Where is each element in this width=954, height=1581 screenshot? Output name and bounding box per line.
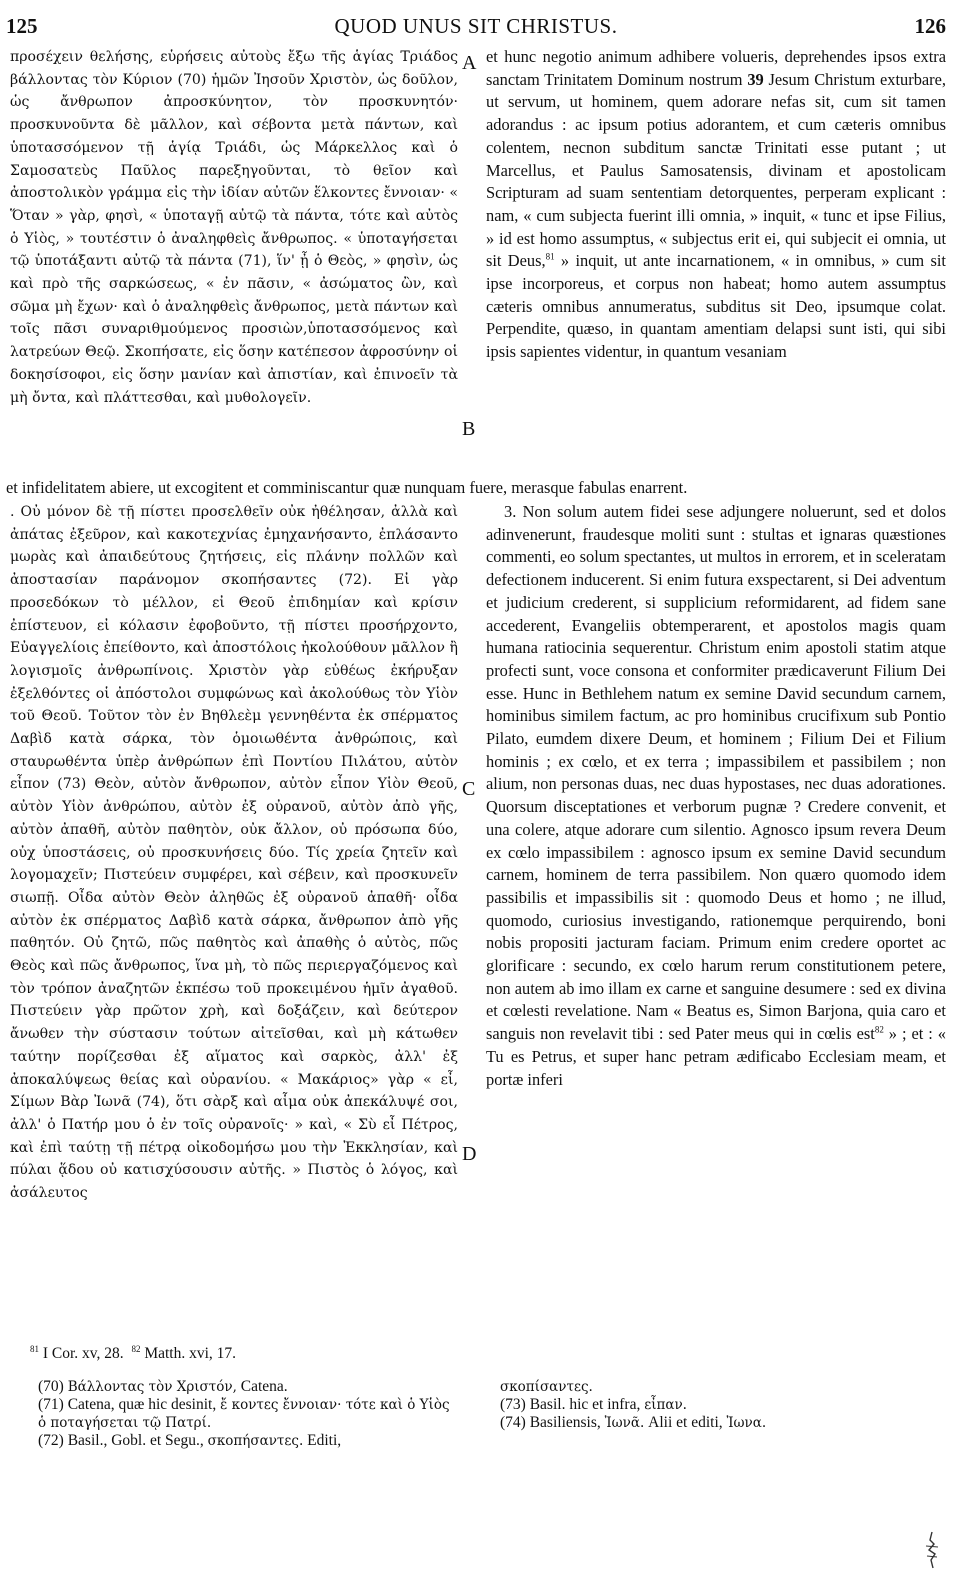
- footnote-text: Basil. hic et infra,: [525, 1396, 645, 1413]
- footnote-greek: σκοπήσαντες.: [207, 1433, 304, 1449]
- footnote-text: Editi,: [303, 1432, 342, 1449]
- column-number: 39: [747, 69, 764, 89]
- footnote-number: (74): [500, 1414, 526, 1431]
- footnote-greek: εἶπαν.: [644, 1397, 687, 1413]
- scripture-references: [30, 1345, 236, 1363]
- latin-top-part-3: » inquit, ut ante incarnationem, « in omnibus, » cum sit ipse incorporeus, et corpus non habeat; homo autem assumptus cæteris omnibus annumeratus, subditus sit Deo, ipsumque colat. Perpendite, quæso, in quantam amentiam delapsi sunt isti, qui sibi ipsis sapientes videntur, in quantum vesaniam: [486, 251, 946, 362]
- footnote-72-continued: [500, 1378, 930, 1396]
- margin-marker-d: D: [462, 1143, 477, 1165]
- latin-column-top: [486, 46, 946, 364]
- footnote-text: Catena.: [236, 1378, 288, 1395]
- latin-bottom-part-1: 3. Non solum autem fidei sese adjungere noluerunt, sed et dolos adinvenerunt, fraudesque moliti sunt : stultas et ignaras quæstiones commenti, eo solum spectantes, ut multos in errorem, et in sceleratam defectionem inducerent. Si enim futura exspectarent, si Dei adventum et judicium crederent, si supplicium reformidarent, ad fidem sane accederent, Evangeliis obtemperarent, et apostolos magis quam humana ratiocinia sequerentur. Christum enim apostoli statim atque profecti sunt, voce consona et conformiter prædicaverunt Filium Dei esse. Hunc in Bethlehem natum ex semine David secundum carnem, hominibus similem factum, ac pro hominibus crucifixum sub Pontio Pilato, eumdem dixere Deum, et hominem ; Filium Dei et Filium hominis ; ex cœlo, et ex terra ; impassibilem et passibilem ; non alium, non personas duas, nec duas hypostases, nec duas adorationes. Quorsum disceptationes et verborum pugnæ ? Credere convenit, et una colere, atque adorare cum silentio. Agnosco ipsum revera Deum ex cœlo impassibilem : agnosco ipsum ex semine David secundum carnem, hominem de terra passibilem. Non quæro quomodo idem passibilis et impassibilis sit : quomodo Deus et homo ; ne illud, quomodo, curiosius investigando, rationemque perquirendo, boni nobis propositi jacturam faciam. Primum enim credere oportet ac glorificare : secundo, ex cœlo harum rerum constitutionem petere, non autem ab imo illam ex carne et sanguine desumere : sed ex divina et cœlesti revelatione. Nam « Beatus es, Simon Barjona, quia caro et sanguis non revelavit tibi : sed Pater meus qui in cœlis est: [486, 502, 946, 1044]
- ref-81-text: I Cor. xv, 28.: [42, 1345, 124, 1362]
- ref-82-text: Matth. xvi, 17.: [144, 1345, 237, 1362]
- footnote-70: [38, 1378, 458, 1396]
- page-number-right: 126: [914, 14, 946, 38]
- footnote-greek: σκοπίσαντες.: [500, 1379, 593, 1395]
- margin-marker-b: B: [462, 418, 476, 440]
- footnote-number: (73): [500, 1396, 526, 1413]
- footnote-number: (71): [38, 1396, 64, 1413]
- footnote-text: Basiliensis,: [525, 1414, 605, 1431]
- ref-81-number: 81: [30, 1343, 39, 1354]
- latin-paragraph-bottom: [486, 501, 946, 1091]
- footnotes-right: [500, 1378, 930, 1432]
- footnote-72: [38, 1432, 458, 1450]
- latin-bottom-part-2: » ; et : « Tu es Petrus, et super hanc petram ædificabo Ecclesiam meam, et portæ inferi: [486, 1024, 946, 1089]
- footnote-greek: Ἰωνα.: [726, 1415, 767, 1431]
- footnote-text: Basil., Gobl. et Segu.,: [63, 1432, 208, 1449]
- footnote-greek: Ἰωνᾶ.: [604, 1415, 645, 1431]
- page-number-left: 125: [6, 14, 38, 38]
- footnote-73: [500, 1396, 930, 1414]
- greek-column-top: [10, 46, 458, 409]
- footnote-greek: ἔ κοντες ἔννοιαν· τότε καὶ ὁ Υἱὸς ὁ ποταγήσεται τῷ Πατρί.: [38, 1397, 450, 1431]
- footnote-ref-81: 81: [545, 251, 555, 262]
- running-title: QUOD UNUS SIT CHRISTUS.: [334, 14, 618, 38]
- greek-paragraph-bottom: . Οὐ μόνον δὲ τῇ πίστει προσελθεῖν οὐκ ἠθέλησαν, ἀλλὰ καὶ ἀπάτας ἐξεῦρον, καὶ κακοτεχνίας ἐμηχανήσαντο, ἐπλάσαντο μωρὰς καὶ ἀπαιδεύτους ζητήσεις, εἰς πλάνην πολλῶν καὶ ἀποστασίαν παράνομον σκοπήσαντες (72). Εἰ γὰρ προσεδόκων τὸ μέλλον, εἰ Θεοῦ ἐπιδημίαν καὶ κρίσιν ἐπίστευον, εἰ κόλασιν ἐφοβοῦντο, τῇ πίστει προσήρχοντο, Εὐαγγελίοις ἐπείθοντο, καὶ ἀποστόλοις ἠκολούθουν μᾶλλον ἢ λογισμοῖς ἀνθρωπίνοις. Χριστὸν γὰρ εὐθέως ἐκήρυξαν ἐξελθόντες οἱ ἀπόστολοι συμφώνως καὶ ἀκολούθως τὸν Υἱὸν τοῦ Θεοῦ. Τοῦτον τὸν ἐν Βηθλεὲμ γεννηθέντα ἐκ σπέρματος Δαβὶδ κατὰ σάρκα, τὸν ὁμοιωθέντα ἀνθρώποις, καὶ σταυρωθέντα ὑπὲρ ἀνθρώπων ἐπὶ Ποντίου Πιλάτου, αὐτὸν εἶπον (73) Θεὸν, αὐτὸν ἄνθρωπον, αὐτὸν εἶπον Υἱὸν Θεοῦ, αὐτὸν Υἱὸν ἀνθρώπου, αὐτὸν ἐξ οὐρανοῦ, αὐτὸν ἀπὸ γῆς, αὐτὸν ἀπαθῆ, αὐτὸν παθητὸν, οὐκ ἄλλον, οὐ πρόσωπα δύο, οὐχ ὑποστάσεις, οὐ προσκυνήσεις δύο. Τίς χρεία ζητεῖν καὶ λογομαχεῖν; Πιστεύειν συμφέρει, καὶ σέβειν, καὶ προσκυνεῖν σιωπῇ. Οἶδα αὐτὸν Θεὸν ἀληθῶς ἐξ οὐρανοῦ ἀπαθῆ· οἶδα αὐτὸν ἐκ σπέρματος Δαβὶδ κατὰ σάρκα, ἄνθρωπον ἀπὸ γῆς παθητόν. Οὐ ζητῶ, πῶς παθητὸς καὶ ἀπαθὴς ὁ αὐτὸς, πῶς Θεὸς καὶ πῶς ἄνθρωπος, ἵνα μὴ, τὸ πῶς περιεργαζόμενος καὶ τὸν τρόπον ἀναζητῶν ἐκπέσω τοῦ προκειμένου ἡμῖν ἀγαθοῦ. Πιστεύειν γὰρ πρῶτον χρὴ, καὶ δοξάζειν, καὶ δεύτερον ἄνωθεν τὴν σύστασιν τούτων αἰτεῖσθαι, καὶ μὴ κάτωθεν ταύτην πορίζεσθαι ἐξ αἵματος καὶ σαρκὸς, ἀλλ' ἐξ ἀποκαλύψεως θείας καὶ οὐρανίου. « Μακάριος» γὰρ « εἶ, Σίμων Βὰρ Ἰωνᾶ (74), ὅτι σὰρξ καὶ αἷμα οὐκ ἀπεκάλυψέ σοι, ἀλλ' ὁ Πατήρ μου ὁ ἐν τοῖς οὐρανοῖς· » καὶ, « Σὺ εἶ Πέτρος, καὶ ἐπὶ ταύτῃ τῇ πέτρᾳ οἰκοδομήσω μου τὴν Ἐκκλησίαν, καὶ πύλαι ᾅδου οὐ κατισχύσουσιν αὐτῆς. » Πιστὸς ὁ λόγος, καὶ ἀσάλευτος: [10, 504, 458, 1202]
- margin-marker-c: C: [462, 778, 476, 800]
- page-header: [6, 14, 946, 42]
- latin-top-part-1: et hunc negotio animum adhibere volueris, deprehendes ipsos extra sanctam Trinitatem Dominum nostrum: [486, 47, 946, 89]
- footnote-greek: Βάλλοντας τὸν Χριστόν,: [67, 1379, 237, 1395]
- latin-column-bottom: [486, 501, 946, 1091]
- greek-paragraph-top: προσέχειν θελήσης, εὑρήσεις αὐτοὺς ἔξω τῆς ἁγίας Τριάδος βάλλοντας τὸν Κύριον (70) ἡμῶν Ἰησοῦν Χριστὸν, ὡς δοῦλον, ὡς ἄνθρωπον ἀπροσκύνητον, τὸν προσκυνητόν· προσκυνοῦντα δὲ μᾶλλον, καὶ σέβοντα μετὰ πάντων, καὶ ὑποτασσόμενον τῇ ἁγίᾳ Τριάδι, ὡς Μάρκελλος καὶ ὁ Σαμοσατεὺς Παῦλος παρεξηγοῦνται, τὸ θεῖον καὶ ἀποστολικὸν γράμμα εἰς τὴν ἰδίαν αὐτῶν ἕλκοντες ἔννοιαν· « Ὅταν » γὰρ, φησὶ, « ὑποταγῇ αὐτῷ τὰ πάντα, τότε καὶ αὐτὸς ὁ Υἱὸς, » τουτέστιν ὁ ἀναληφθεὶς ἄνθρωπος. « ὑποταγήσεται τῷ ὑποτάξαντι αὐτῷ τὰ πάντα (71), ἵν' ᾖ ὁ Θεὸς, » φησὶν, ὡς καὶ πρὸ τῆς σαρκώσεως, « ἐν πᾶσιν, « ἀσώματος ὢν, καὶ σῶμα μὴ ἔχων· καὶ ὁ ἀναληφθεὶς ἄνθρωπος, μετὰ πάντων καὶ τοῖς πᾶσι συναριθμούμενος προσιὼν,ὑποτασσόμενος καὶ λατρεύων Θεῷ. Σκοπήσατε, εἰς ὅσην κατέπεσον ἀφροσύνην οἱ δοκησίσοφοι, εἰς ὅσην μανίαν καὶ ἀπιστίαν, καὶ ἐπινοεῖν τὰ μὴ ὄντα, καὶ πλάττεσθαι, καὶ μυθολογεῖν.: [10, 49, 458, 406]
- footnotes-left: [38, 1378, 458, 1450]
- footnote-ref-82: 82: [874, 1024, 884, 1035]
- margin-marker-a: A: [462, 52, 477, 74]
- footnote-number: (72): [38, 1432, 64, 1449]
- spanning-line: et infidelitatem abiere, ut excogitent et comminiscantur quæ nunquam fuere, merasque fabulas enarrent.: [6, 478, 688, 497]
- latin-paragraph-top: [486, 46, 946, 364]
- footnote-74: [500, 1414, 930, 1432]
- footnote-number: (70): [38, 1378, 64, 1395]
- latin-top-part-2: Jesum Christum exturbare, ut servum, ut hominem, quem adorare nefas sit, cum sit tamen adorandus : ac ipsum potius adorantem, et cum cæteris omnibus colentem, necnon subditum sanctæ Trinitati esse putant ; ut Marcellus, et Paulus Samosatensis, divinam et apostolicam Scripturam ad suam sententiam detorquentes, perperam explicant : nam, « cum subjecta fuerint illi omnia, » inquit, « tunc et ipse Filius, » id est homo assumptus, « subjectus erit ei, qui subjecit ei omnia, ut sit Deus,: [486, 69, 946, 271]
- footnote-text: Catena, quæ hic desinit,: [63, 1396, 221, 1413]
- footnote-text: Alii et editi,: [644, 1414, 727, 1431]
- ref-82-number: 82: [131, 1343, 141, 1354]
- footnote-71: [38, 1396, 458, 1432]
- scribble-mark-icon: [920, 1530, 944, 1570]
- greek-column-bottom: [10, 501, 458, 1205]
